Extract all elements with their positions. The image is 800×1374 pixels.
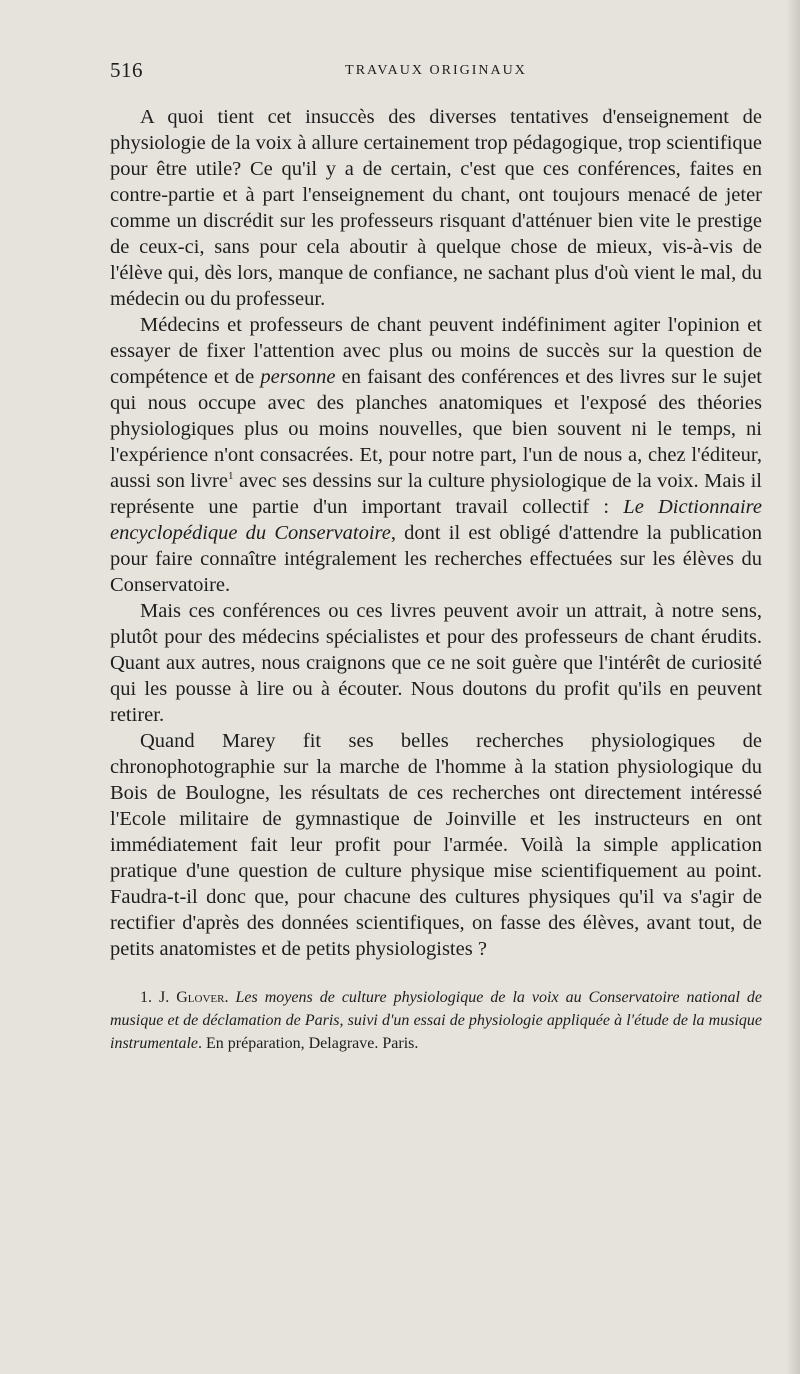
footnote-separator: .	[224, 989, 236, 1006]
paragraph-4: Quand Marey fit ses belles recherches physiologiques de chronophotographie sur la marche de l'homme à la station physiologique du Bois de Boulogne, les résultats de ces recherches ont directement intéressé l'Ecole militaire de gymnastique de Joinville et les instructeurs en ont immédiatement fait leur profit pour l'armée. Voilà la simple application pratique d'une question de culture physique mise scientifiquement au point. Faudra-t-il donc que, pour chacune des cultures physiques qu'il va s'agir de rectifier d'après des données scientifiques, on fasse des élèves, avant tout, de petits anatomistes et de petits physiologistes ?	[110, 730, 762, 960]
paragraph-2-text-b: en faisant des conférences et des livres sur le sujet qui nous occupe avec des planches anatomiques et l'exposé des théories physiologiques plus ou moins nouvelles, que bien souvent ni le temps, ni l'expérience n'ont consacrées. Et, pour notre part, l'un de nous a, chez l'éditeur, aussi son livre	[110, 366, 762, 492]
paragraph-2-text-c: avec ses dessins sur la culture physiologique de la voix. Mais il représente une partie d'un important travail collectif :	[110, 470, 762, 518]
page-header	[110, 58, 762, 88]
paragraph-3: Mais ces conférences ou ces livres peuvent avoir un attrait, à notre sens, plutôt pour des médecins spécialistes et pour des professeurs de chant érudits. Quant aux autres, nous craignons que ce ne soit guère que l'intérêt de curiosité qui les pousse à lire ou à écouter. Nous doutons du profit qu'ils en peuvent retirer.	[110, 600, 762, 726]
page-number: 516	[110, 58, 143, 82]
running-head: TRAVAUX ORIGINAUX	[345, 63, 527, 78]
paragraph-2-text-a: Médecins et professeurs de chant peuvent indéfiniment agiter l'opinion et essayer de fixer l'attention avec plus ou moins de succès sur la question de compétence et de	[110, 314, 762, 388]
footnote-title: Les moyens de culture physiologique de la voix au Conservatoire national de musique et de déclamation de Paris, suivi d'un essai de physiologie appliquée à l'étude de la musique instrumentale	[110, 989, 762, 1052]
body-text	[110, 104, 762, 962]
paragraph-2	[110, 312, 762, 598]
paragraph-2-emphasis-dictionnaire: Le Dictionnaire encyclopédique du Conservatoire	[110, 496, 762, 544]
page-edge-shadow	[786, 0, 800, 1374]
footnote-marker: 1. J.	[140, 989, 177, 1006]
paragraph-2-emphasis-personne: personne	[260, 366, 336, 388]
footnote	[110, 986, 762, 1055]
paragraph-2-text-d: , dont il est obligé d'attendre la publication pour faire connaître intégralement les recherches effectuées sur les élèves du Conservatoire.	[110, 522, 762, 596]
paragraph-1: A quoi tient cet insuccès des diverses tentatives d'enseignement de physiologie de la voix à allure certainement trop pédagogique, trop scientifique pour être utile? Ce qu'il y a de certain, c'est que ces conférences, faites en contre-partie et à part l'enseignement du chant, ont toujours menacé de jeter comme un discrédit sur les professeurs risquant d'atténuer bien vite le prestige de ceux-ci, sans pour cela aboutir à quelque chose de mieux, vis-à-vis de l'élève qui, dès lors, manque de confiance, ne sachant plus d'où vient le mal, du médecin ou du professeur.	[110, 106, 762, 310]
footnote-publisher: . En préparation, Delagrave. Paris.	[198, 1035, 419, 1052]
footnote-reference: 1	[227, 470, 234, 483]
footnote-author: Glover	[176, 989, 225, 1006]
